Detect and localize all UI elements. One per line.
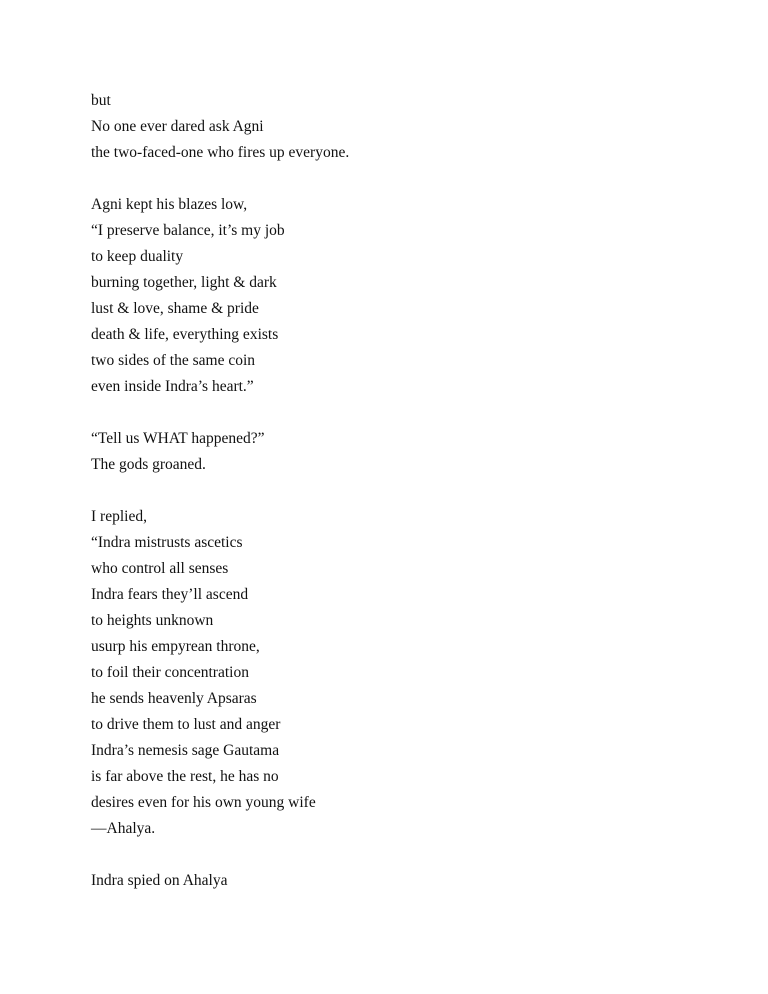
poem-line: to heights unknown xyxy=(91,612,214,629)
stanza-3 xyxy=(91,426,691,478)
poem-line: but xyxy=(91,92,111,109)
poem-line: “Indra mistrusts ascetics xyxy=(91,534,243,551)
stanza-2 xyxy=(91,192,691,400)
poem-line: Indra’s nemesis sage Gautama xyxy=(91,742,280,759)
poem-line: desires even for his own young wife xyxy=(91,794,316,811)
poem-line: The gods groaned. xyxy=(91,456,206,473)
poem-line: “Tell us WHAT happened?” xyxy=(91,430,265,447)
poem-line: he sends heavenly Apsaras xyxy=(91,690,257,707)
poem-line: Agni kept his blazes low, xyxy=(91,196,248,213)
poem-line: usurp his empyrean throne, xyxy=(91,638,260,655)
stanza-1 xyxy=(91,88,691,166)
poem-line: death & life, everything exists xyxy=(91,326,279,343)
poem-line: No one ever dared ask Agni xyxy=(91,118,264,135)
poem-line: I replied, xyxy=(91,508,147,525)
poem-line: is far above the rest, he has no xyxy=(91,768,279,785)
poem-line: —Ahalya. xyxy=(91,820,156,837)
poem-line: to foil their concentration xyxy=(91,664,249,681)
poem-line: “I preserve balance, it’s my job xyxy=(91,222,285,239)
stanza-4 xyxy=(91,504,691,842)
poem-line: to keep duality xyxy=(91,248,184,265)
poem-line: burning together, light & dark xyxy=(91,274,277,291)
stanza-5 xyxy=(91,868,691,894)
poem-body xyxy=(91,88,691,920)
poem-line: Indra fears they’ll ascend xyxy=(91,586,249,603)
poem-line: Indra spied on Ahalya xyxy=(91,872,228,889)
poem-line: lust & love, shame & pride xyxy=(91,300,259,317)
poem-line: two sides of the same coin xyxy=(91,352,256,369)
poem-line: to drive them to lust and anger xyxy=(91,716,281,733)
poem-line: the two-faced-one who fires up everyone. xyxy=(91,144,350,161)
poem-line: even inside Indra’s heart.” xyxy=(91,378,254,395)
poem-line: who control all senses xyxy=(91,560,229,577)
